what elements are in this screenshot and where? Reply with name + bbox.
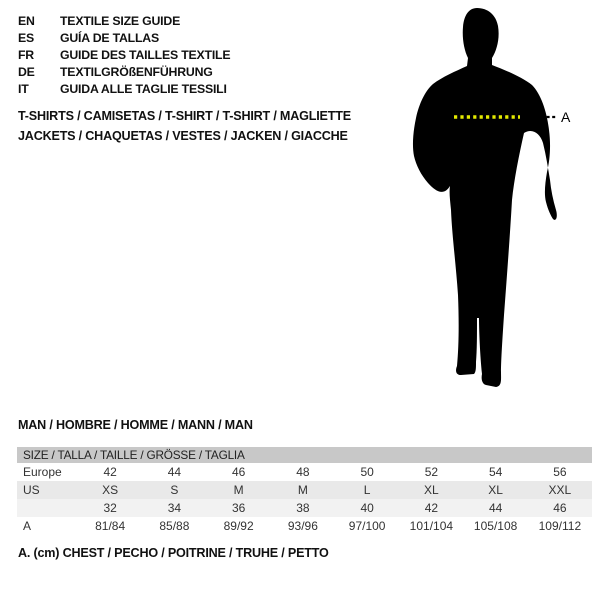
size-value: 48 — [296, 465, 310, 479]
category-jackets: JACKETS / CHAQUETAS / VESTES / JACKEN / GIACCHE — [18, 129, 348, 143]
size-value: M — [233, 483, 244, 497]
size-value: 109/112 — [538, 519, 582, 533]
measure-label-a: A — [561, 109, 571, 125]
lang-code: IT — [18, 82, 29, 96]
lang-title: TEXTILGRÖßENFÜHRUNG — [60, 65, 213, 79]
size-value: XS — [102, 483, 119, 497]
size-value: 44 — [167, 465, 182, 479]
measure-footnote: A. (cm) CHEST / PECHO / POITRINE / TRUHE / PETTO — [18, 546, 329, 560]
size-value: S — [170, 483, 179, 497]
size-value: 52 — [424, 465, 439, 479]
lang-code: FR — [18, 48, 34, 62]
row-label: US — [23, 483, 40, 497]
table-header: SIZE / TALLA / TAILLE / GRÖSSE / TAGLIA — [17, 447, 592, 463]
category-tshirts: T-SHIRTS / CAMISETAS / T-SHIRT / T-SHIRT / MAGLIETTE — [18, 109, 351, 123]
garment-categories — [18, 106, 351, 146]
lang-code: DE — [18, 65, 35, 79]
size-value: 89/92 — [223, 519, 254, 533]
lang-code: ES — [18, 31, 35, 45]
row-label: A — [23, 519, 32, 533]
size-value: 81/84 — [95, 519, 126, 533]
size-table — [17, 447, 592, 535]
size-value: 44 — [488, 501, 503, 515]
size-value: 56 — [553, 465, 567, 479]
section-title-man: MAN / HOMBRE / HOMME / MANN / MAN — [18, 418, 253, 432]
lang-title: GUIDE DES TAILLES TEXTILE — [60, 48, 231, 62]
row-label — [17, 499, 78, 517]
size-value: 101/104 — [409, 519, 454, 533]
size-value: 105/108 — [473, 519, 518, 533]
size-value: 46 — [231, 465, 246, 479]
size-value: 38 — [296, 501, 310, 515]
lang-title: GUÍA DE TALLAS — [60, 31, 159, 45]
lang-title: TEXTILE SIZE GUIDE — [60, 14, 181, 28]
size-value: 36 — [231, 501, 246, 515]
man-silhouette — [413, 8, 557, 387]
row-label: Europe — [23, 465, 62, 479]
size-value: L — [363, 483, 371, 497]
man-figure — [398, 0, 580, 396]
size-value: 40 — [360, 501, 374, 515]
size-value: M — [297, 483, 308, 497]
size-value: XL — [424, 483, 439, 497]
size-value: 54 — [488, 465, 503, 479]
size-value: 93/96 — [287, 519, 318, 533]
lang-row-es — [18, 30, 230, 47]
size-value: 42 — [424, 501, 439, 515]
size-value: 50 — [360, 465, 374, 479]
lang-row-en — [18, 13, 230, 30]
size-value: 85/88 — [159, 519, 190, 533]
lang-row-it — [18, 81, 230, 98]
size-value: 32 — [103, 501, 117, 515]
table-body — [17, 463, 592, 535]
size-value: 42 — [103, 465, 117, 479]
table-row — [17, 481, 592, 499]
size-value: 34 — [167, 501, 182, 515]
lang-row-fr — [18, 47, 230, 64]
size-value: XL — [488, 483, 503, 497]
language-title-list — [18, 13, 230, 98]
lang-title: GUIDA ALLE TAGLIE TESSILI — [60, 82, 227, 96]
lang-code: EN — [18, 14, 35, 28]
size-value: 97/100 — [348, 519, 386, 533]
size-value: XXL — [548, 483, 572, 497]
size-value: 46 — [553, 501, 567, 515]
table-row — [17, 463, 592, 481]
man-silhouette-svg — [398, 0, 580, 396]
table-row — [17, 517, 592, 535]
table-row — [17, 499, 592, 517]
lang-row-de — [18, 64, 230, 81]
